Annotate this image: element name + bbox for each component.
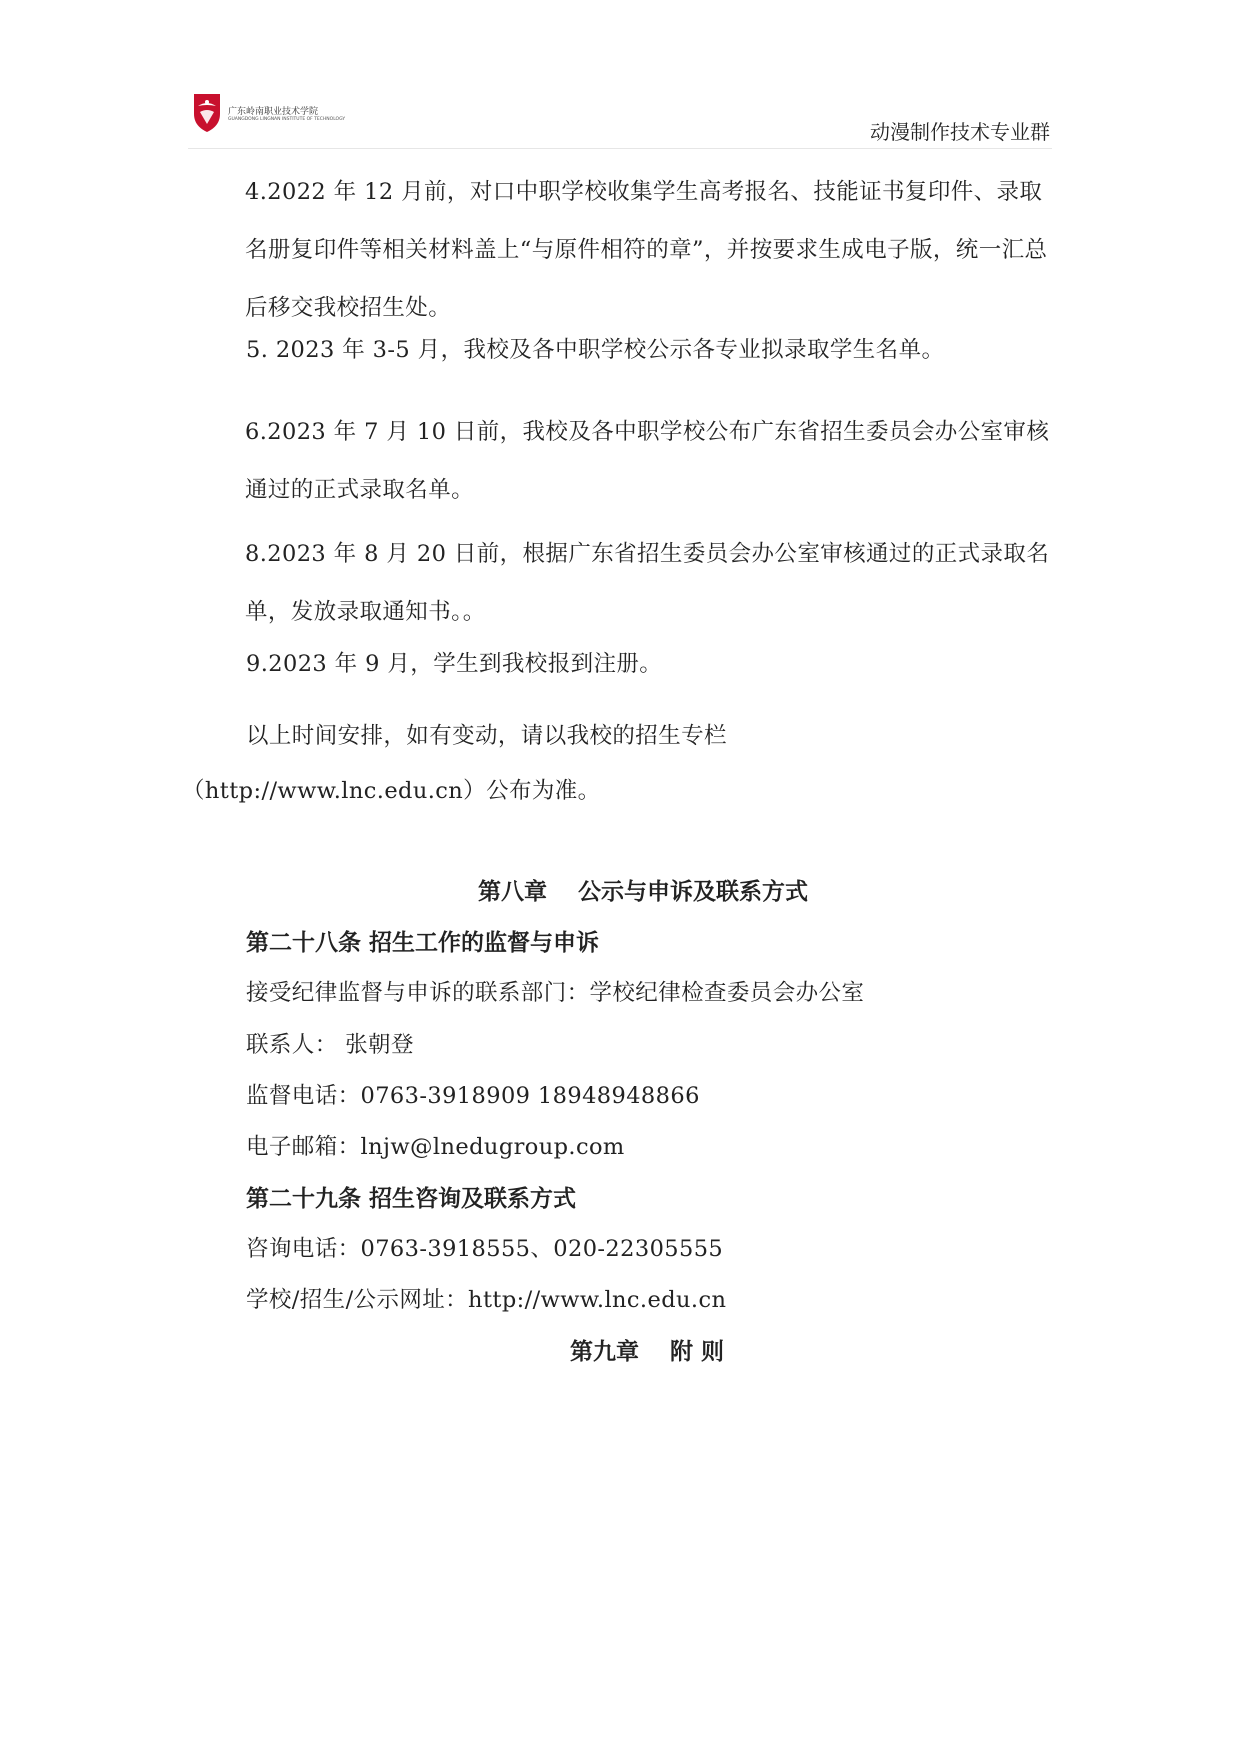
school-logo [192,90,346,136]
supervision-phone: 监督电话：0763-3918909 18948948866 [246,1083,700,1109]
schedule-item-6 [189,403,1055,519]
schedule-item-8 [189,525,1055,641]
schedule-item-8-text: 8.2023 年 8 月 20 日前，根据广东省招生委员会办公室审核通过的正式录取名单，发放录取通知书。。 [245,541,1050,625]
schedule-note-line1: 以上时间安排，如有变动，请以我校的招生专栏 [246,723,727,749]
complaint-department: 接受纪律监督与申诉的联系部门：学校纪律检查委员会办公室 [246,980,865,1006]
contact-person: 联系人： 张朝登 [246,1032,414,1058]
contact-email: 电子邮箱：lnjw@lnedugroup.com [246,1134,625,1160]
header-group-title: 动漫制作技术专业群 [870,120,1050,144]
chapter-8-title: 第八章 公示与申诉及联系方式 [478,879,809,905]
consult-phone: 咨询电话：0763-3918555、020-22305555 [246,1236,724,1262]
schedule-item-9: 9.2023 年 9 月，学生到我校报到注册。 [246,651,663,677]
school-shield-icon [192,92,222,134]
logo-english-name: GUANGDONG LINGNAN INSTITUTE OF TECHNOLOGY [228,116,346,122]
article-28-title: 第二十八条 招生工作的监督与申诉 [246,930,600,956]
chapter-9-title: 第九章 附 则 [570,1339,725,1365]
schedule-note-line2: （http://www.lnc.edu.cn）公布为准。 [182,778,601,804]
schedule-item-4-text: 4.2022 年 12 月前，对口中职学校收集学生高考报名、技能证书复印件、录取名册复印件等相关材料盖上“与原件相符的章”，并按要求生成电子版，统一汇总后移交我校招生处。 [245,179,1048,321]
schedule-item-6-text: 6.2023 年 7 月 10 日前，我校及各中职学校公布广东省招生委员会办公室审核通过的正式录取名单。 [245,419,1050,503]
schedule-item-5: 5. 2023 年 3-5 月，我校及各中职学校公示各专业拟录取学生名单。 [246,337,945,363]
logo-chinese-name: 广东岭南职业技术学院 [228,106,319,117]
school-website: 学校/招生/公示网址：http://www.lnc.edu.cn [246,1287,727,1313]
article-29-title: 第二十九条 招生咨询及联系方式 [246,1186,577,1212]
schedule-item-4 [189,163,1055,337]
header-divider [188,148,1052,149]
